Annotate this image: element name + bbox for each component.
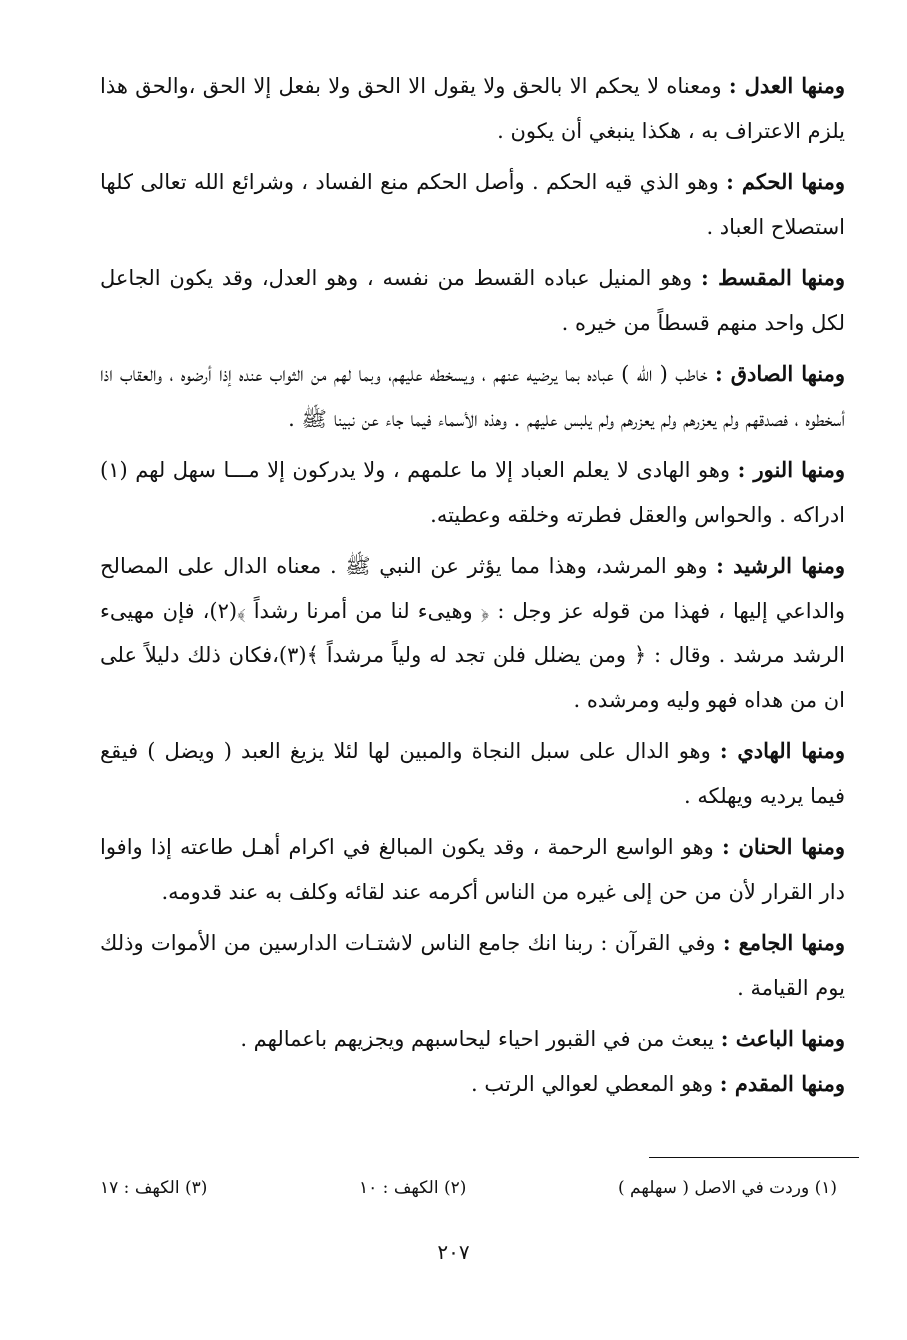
entry-al-nur xyxy=(100,448,845,537)
entry-text: ومعناه لا يحكم الا بالحق ولا يقول الا الحق ولا بفعل إلا الحق ،والحق هذا يلزم الاعتراف به ، هكذا ينبغي أن يكون . xyxy=(100,74,845,143)
entry-title: ومنها المقسط : xyxy=(700,265,845,290)
entry-title: ومنها المقدم : xyxy=(719,1070,845,1096)
entry-al-adl xyxy=(100,64,845,153)
footnote-3: (٣) الكهف : ١٧ xyxy=(100,1178,208,1198)
entry-title: ومنها الرشيد : xyxy=(716,553,845,578)
entry-title: ومنها الهادي : xyxy=(719,738,845,763)
footnote-2: (٢) الكهف : ١٠ xyxy=(359,1178,467,1198)
entry-al-hannan xyxy=(100,825,845,914)
entry-title: ومنها الصادق : xyxy=(715,361,845,386)
entry-al-baith xyxy=(172,1017,845,1062)
entry-al-sadiq xyxy=(100,352,845,441)
footnote-divider xyxy=(649,1157,859,1158)
entry-title: ومنها الباعث : xyxy=(720,1026,845,1051)
entry-title: ومنها الحكم : xyxy=(726,169,846,194)
entry-text: وهو المعطي لعوالي الرتب . xyxy=(471,1071,720,1096)
entry-text: وهو الذي قيه الحكم . وأصل الحكم منع الفساد ، وشرائع الله تعالى كلها استصلاح العباد . xyxy=(100,170,845,239)
entry-al-hakam xyxy=(100,160,845,249)
entry-text: يبعث من في القبور احياء ليحاسبهم ويجزيهم باعمالهم . xyxy=(240,1027,721,1051)
page-body xyxy=(100,64,845,1106)
entry-al-rashid xyxy=(100,544,845,722)
footnote-1: (١) وردت في الاصل ( سهلهم ) xyxy=(618,1178,837,1198)
entry-text: وهو الدال على سبل النجاة والمبين لها لئلا يزيغ العبد ( ويضل ) فيقع فيما يرديه ويهلكه . xyxy=(100,739,845,808)
entry-text: وهو الهادى لا يعلم العباد إلا ما علمهم ، ولا يدركون إلا مـــا سهل لهم (١) ادراكه . والحواس والعقل فطرته وخلقه وعطيته. xyxy=(100,458,845,527)
entry-title: ومنها الحنان : xyxy=(721,834,846,859)
footnotes xyxy=(100,1178,837,1198)
entry-title: ومنها النور : xyxy=(737,457,845,482)
entry-text: خاطب ( الله ) عباده بما يرضيه عنهم ، ويسخطه عليهم، وبما لهم من الثواب عنده إذا أرضوه ، والعقاب اذا أسخطوه ، فصدقهم ولم يعزرهم ولم يعزرهم ولم يلبس عليهم . وهذه الأسماء فيما جاء عن نبينا ﷺ . xyxy=(100,362,845,431)
entry-al-muqaddim xyxy=(172,1062,845,1107)
entry-al-hadi xyxy=(100,729,845,818)
entry-al-muqsit xyxy=(100,256,845,345)
entry-text: وهو المنيل عباده القسط من نفسه ، وهو العدل، وقد يكون الجاعل لكل واحد منهم قسطاً من خيره . xyxy=(100,266,845,335)
entry-al-jami xyxy=(100,921,845,1010)
entry-text: وهو الواسع الرحمة ، وقد يكون المبالغ في اكرام أهـل طاعته إذا وافوا دار القرار لأن من حن إلى غيره من الناس أكرمه عند لقائه وكلف به عند قدومه. xyxy=(100,835,845,904)
entry-text: وهو المرشد، وهذا مما يؤثر عن النبي ﷺ . معناه الدال على المصالح والداعي إليها ، فهذا من قوله عز وجل : ﴿ وهيىء لنا من أمرنا رشداً ﴾(٢)، فإن مهيىء الرشد مرشد . وقال : ﴿ ومن يضلل فلن تجد له ولياً مرشداً ﴾(٣)،فكان ذلك دليلاً على ان من هداه فهو وليه ومرشده . xyxy=(100,554,846,712)
entry-text: وفي القرآن : ربنا انك جامع الناس لاشتـات الدارسين من الأموات وذلك يوم القيامة . xyxy=(100,931,845,1000)
entry-title: ومنها الجامع : xyxy=(722,930,845,955)
page-number: ٢٠٧ xyxy=(437,1240,470,1264)
entry-title: ومنها العدل : xyxy=(728,73,845,98)
